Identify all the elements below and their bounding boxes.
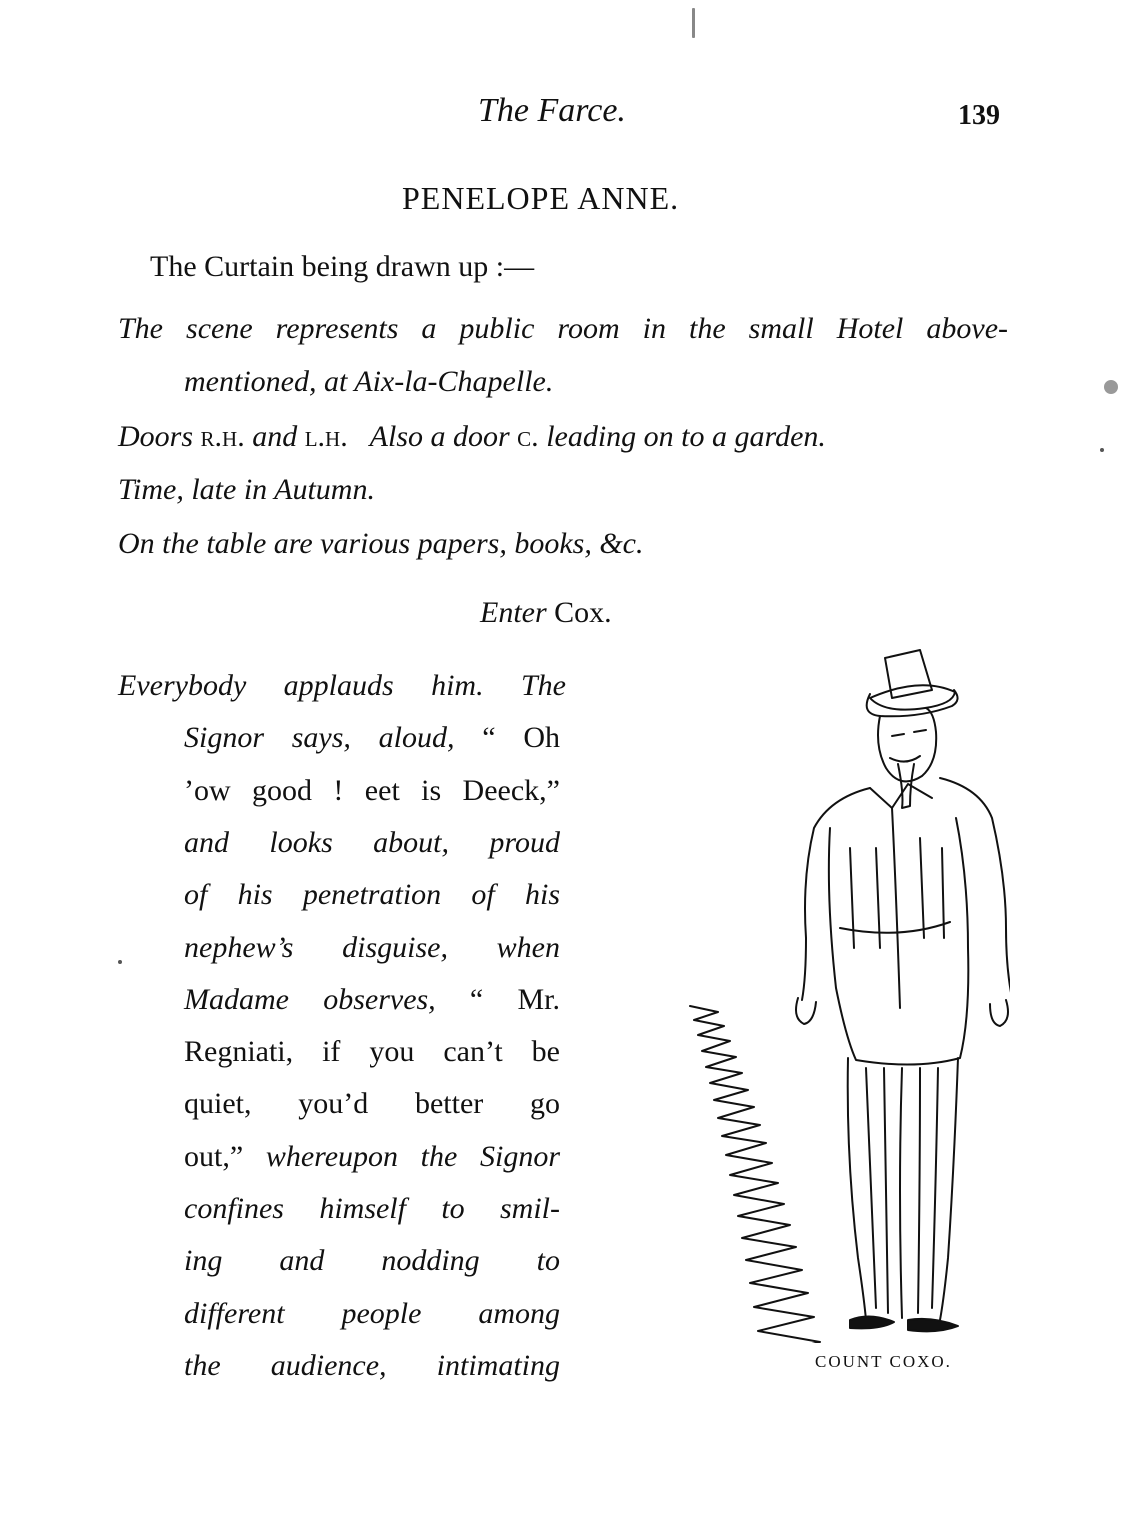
shoes	[850, 1316, 958, 1331]
doors-also: Also a door	[347, 420, 518, 453]
narrative-line	[184, 1183, 560, 1235]
doors-rh: r.h.	[200, 420, 245, 453]
narrative-segment: out,”	[184, 1139, 266, 1173]
shirt	[802, 778, 1010, 1065]
narrative-segment: of his penetration of his	[184, 878, 560, 912]
enter-direction	[480, 596, 612, 630]
chapter-heading: PENELOPE ANNE.	[402, 180, 680, 216]
trousers	[848, 1058, 958, 1320]
print-speck	[1104, 380, 1118, 394]
print-speck	[1100, 448, 1104, 452]
narrative-line	[184, 712, 560, 764]
narrative-line	[184, 1078, 560, 1130]
head	[878, 708, 936, 808]
narrative-line	[184, 765, 560, 817]
print-speck	[692, 8, 695, 38]
hat	[867, 650, 958, 716]
narrative-line	[184, 1026, 560, 1078]
enter-word: Enter	[480, 596, 547, 629]
narrative-segment: quiet, you’d better go	[184, 1087, 560, 1121]
doors-text: Doors	[118, 420, 201, 453]
enter-name: Cox.	[546, 596, 612, 629]
count-coxo-illustration	[680, 628, 1010, 1343]
narrative-segment: the audience, intimating	[184, 1348, 560, 1382]
narrative-segment: Regniati, if you can’t be	[184, 1035, 560, 1069]
doors-lh: l.h.	[304, 420, 348, 453]
narrative-segment: Signor says, aloud,	[184, 721, 483, 755]
narrative-line	[184, 869, 560, 921]
stage-direction-scene-line-1: The scene represents a public room in the small Hotel above-	[118, 312, 1008, 345]
hands	[796, 998, 1008, 1026]
running-title: The Farce.	[478, 92, 626, 129]
narrative-line	[184, 817, 560, 869]
narrative-segment: “ Oh	[482, 721, 560, 755]
narrative-segment: different people among	[184, 1296, 560, 1330]
narrative-segment: Madame observes,	[184, 982, 470, 1016]
narrative-segment: ing and nodding to	[184, 1244, 560, 1278]
motion-lines	[690, 1006, 826, 1343]
doors-rest: leading on to a garden.	[538, 420, 826, 453]
narrative-segment: nephew’s disguise, when	[184, 930, 560, 964]
stage-direction-table: On the table are various papers, books, &c.	[118, 527, 644, 560]
doors-c: c.	[517, 420, 539, 453]
narrative-segment: “ Mr.	[469, 982, 560, 1016]
narrative-line	[184, 1288, 560, 1340]
narrative-line	[184, 1235, 560, 1287]
stage-direction-scene-line-2: mentioned, at Aix-la-Chapelle.	[184, 365, 554, 398]
narrative-line	[118, 660, 566, 712]
stage-direction-time: Time, late in Autumn.	[118, 473, 375, 506]
stage-direction-curtain: The Curtain being drawn up :—	[150, 250, 535, 283]
narrative-segment: whereupon the Signor	[265, 1139, 560, 1173]
narrative-segment: Everybody applauds him. The	[118, 669, 566, 702]
print-speck	[118, 960, 122, 964]
narrative-segment: ’ow good ! eet is Deeck,”	[184, 773, 560, 807]
narrative-line	[184, 1131, 560, 1183]
narrative-segment: confines himself to smil-	[184, 1192, 560, 1225]
stage-direction-doors	[118, 420, 826, 454]
page-number: 139	[958, 100, 1000, 131]
narrative-segment: and looks about, proud	[184, 825, 560, 859]
narrative-line	[184, 1340, 560, 1392]
narrative-line	[184, 922, 560, 974]
illustration-caption: COUNT COXO.	[815, 1352, 952, 1371]
doors-and: and	[244, 420, 305, 453]
narrative-line	[184, 974, 560, 1026]
